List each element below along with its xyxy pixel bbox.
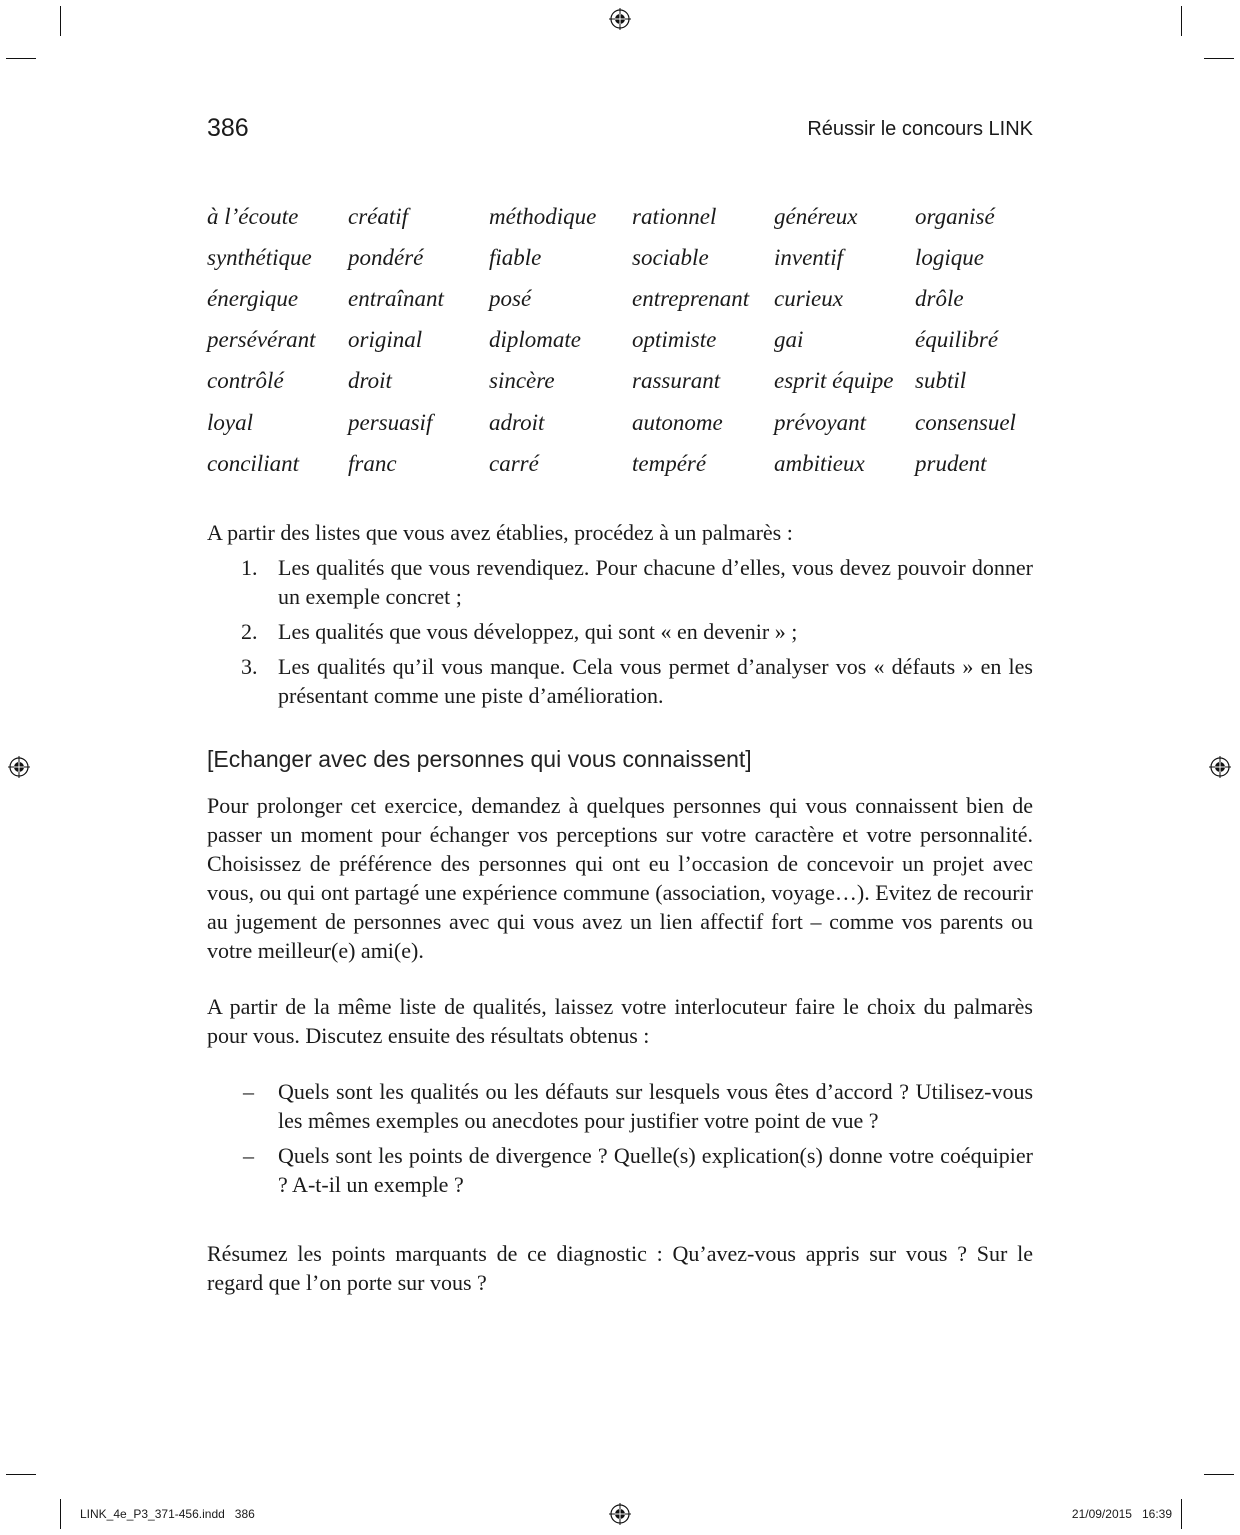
table-row (207, 320, 1045, 361)
quality-cell: adroit (489, 409, 545, 435)
quality-cell: optimiste (632, 327, 717, 353)
table-row (207, 361, 1045, 402)
quality-cell: subtil (915, 368, 967, 394)
footer-file-info: LINK_4e_P3_371-456.indd 386 (80, 1507, 255, 1521)
running-title: Réussir le concours LINK (807, 118, 1033, 140)
table-row (207, 278, 1045, 319)
quality-cell: fiable (489, 244, 542, 270)
table-row (207, 402, 1045, 443)
list-item (207, 553, 1033, 611)
list-item (207, 1141, 1033, 1199)
quality-cell: original (348, 327, 423, 353)
quality-cell: prévoyant (774, 409, 866, 435)
quality-cell: généreux (774, 203, 858, 229)
crop-mark-top-right (1181, 6, 1182, 36)
quality-cell: logique (915, 244, 984, 270)
quality-cell: synthétique (207, 244, 312, 270)
quality-cell: inventif (774, 244, 843, 270)
list-item (207, 652, 1033, 710)
list-item (207, 1077, 1033, 1135)
quality-cell: drôle (915, 285, 964, 311)
quality-cell: énergique (207, 285, 299, 311)
quality-cell: posé (489, 285, 532, 311)
quality-cell: autonome (632, 409, 723, 435)
footer-timestamp: 21/09/2015 16:39 (1071, 1507, 1172, 1521)
quality-cell: ambitieux (774, 450, 865, 476)
quality-cell: rationnel (632, 203, 717, 229)
table-row (207, 237, 1045, 278)
list-item (207, 617, 1033, 646)
intro-paragraph: A partir des listes que vous avez établies, procédez à un palmarès : (207, 520, 793, 545)
quality-cell: droit (348, 368, 392, 394)
quality-cell: gai (774, 327, 804, 353)
crop-mark-bottom-right (1181, 1499, 1182, 1529)
body-paragraph: Résumez les points marquants de ce diagnostic : Qu’avez-vous appris sur vous ? Sur le regard que l’on porte sur vous ? (207, 1241, 1033, 1295)
quality-cell: persuasif (348, 409, 433, 435)
quality-cell: prudent (915, 450, 987, 476)
quality-cell: esprit équipe (774, 368, 894, 394)
list-marker: 3. (241, 654, 258, 679)
crop-mark-top-left-h (6, 58, 36, 59)
quality-cell: tempéré (632, 450, 707, 476)
quality-cell: organisé (915, 203, 995, 229)
numbered-list (207, 553, 1033, 716)
quality-cell: entraînant (348, 285, 444, 311)
quality-cell: créatif (348, 203, 409, 229)
crop-mark-bottom-right-h (1204, 1474, 1234, 1475)
quality-cell: sociable (632, 244, 709, 270)
quality-cell: sincère (489, 368, 555, 394)
list-item-text: Les qualités que vous revendiquez. Pour chacune d’elles, vous devez pouvoir donner un exemple concret ; (278, 555, 1033, 609)
body-paragraph: A partir de la même liste de qualités, laissez votre interlocuteur faire le choix du palmarès pour vous. Discutez ensuite des résultats obtenus : (207, 994, 1033, 1048)
crop-mark-bottom-left (60, 1499, 61, 1529)
registration-mark-icon (1209, 756, 1231, 778)
list-item-text: Les qualités qu’il vous manque. Cela vous permet d’analyser vos « défauts » en les présentant comme une piste d’amélioration. (278, 654, 1033, 708)
quality-cell: loyal (207, 409, 253, 435)
quality-cell: équilibré (915, 327, 999, 353)
list-item-text: Quels sont les qualités ou les défauts sur lesquels vous êtes d’accord ? Utilisez-vous les mêmes exemples ou anecdotes pour justifier votre point de vue ? (278, 1079, 1033, 1133)
quality-cell: carré (489, 450, 539, 476)
quality-cell: entreprenant (632, 285, 750, 311)
quality-cell: persévérant (207, 327, 316, 353)
quality-cell: contrôlé (207, 368, 284, 394)
list-marker: 2. (241, 619, 258, 644)
registration-mark-icon (609, 1503, 631, 1525)
quality-cell: à l’écoute (207, 203, 299, 229)
quality-cell: franc (348, 450, 397, 476)
registration-mark-icon (609, 8, 631, 30)
table-row (207, 196, 1045, 237)
section-heading: [Echanger avec des personnes qui vous connaissent] (207, 746, 752, 772)
quality-cell: conciliant (207, 450, 299, 476)
quality-cell: diplomate (489, 327, 581, 353)
table-row (207, 443, 1045, 484)
quality-cell: curieux (774, 285, 843, 311)
list-marker: – (243, 1143, 254, 1168)
registration-mark-icon (8, 756, 30, 778)
crop-mark-bottom-left-h (6, 1474, 36, 1475)
page-number: 386 (207, 114, 249, 142)
dash-list (207, 1077, 1033, 1205)
crop-mark-top-right-h (1204, 58, 1234, 59)
list-item-text: Les qualités que vous développez, qui sont « en devenir » ; (278, 619, 798, 644)
quality-cell: rassurant (632, 368, 721, 394)
list-marker: – (243, 1079, 254, 1104)
body-paragraph: Pour prolonger cet exercice, demandez à quelques personnes qui vous connaissent bien de passer un moment pour échanger vos perceptions sur votre caractère et votre personnalité. Choisissez de préférence des personnes qui ont eu l’occasion de concevoir un projet avec vous, ou qui ont partagé une expérience commune (association, voyage…). Evitez de recourir au jugement de personnes avec qui vous avez un lien affectif fort – comme vos parents ou votre meilleur(e) ami(e). (207, 793, 1033, 963)
list-marker: 1. (241, 555, 258, 580)
quality-cell: méthodique (489, 203, 597, 229)
qualities-table (207, 196, 1045, 484)
quality-cell: consensuel (915, 409, 1016, 435)
crop-mark-top-left (60, 6, 61, 36)
list-item-text: Quels sont les points de divergence ? Quelle(s) explication(s) donne votre coéquipier ? A-t-il un exemple ? (278, 1143, 1033, 1197)
quality-cell: pondéré (348, 244, 424, 270)
